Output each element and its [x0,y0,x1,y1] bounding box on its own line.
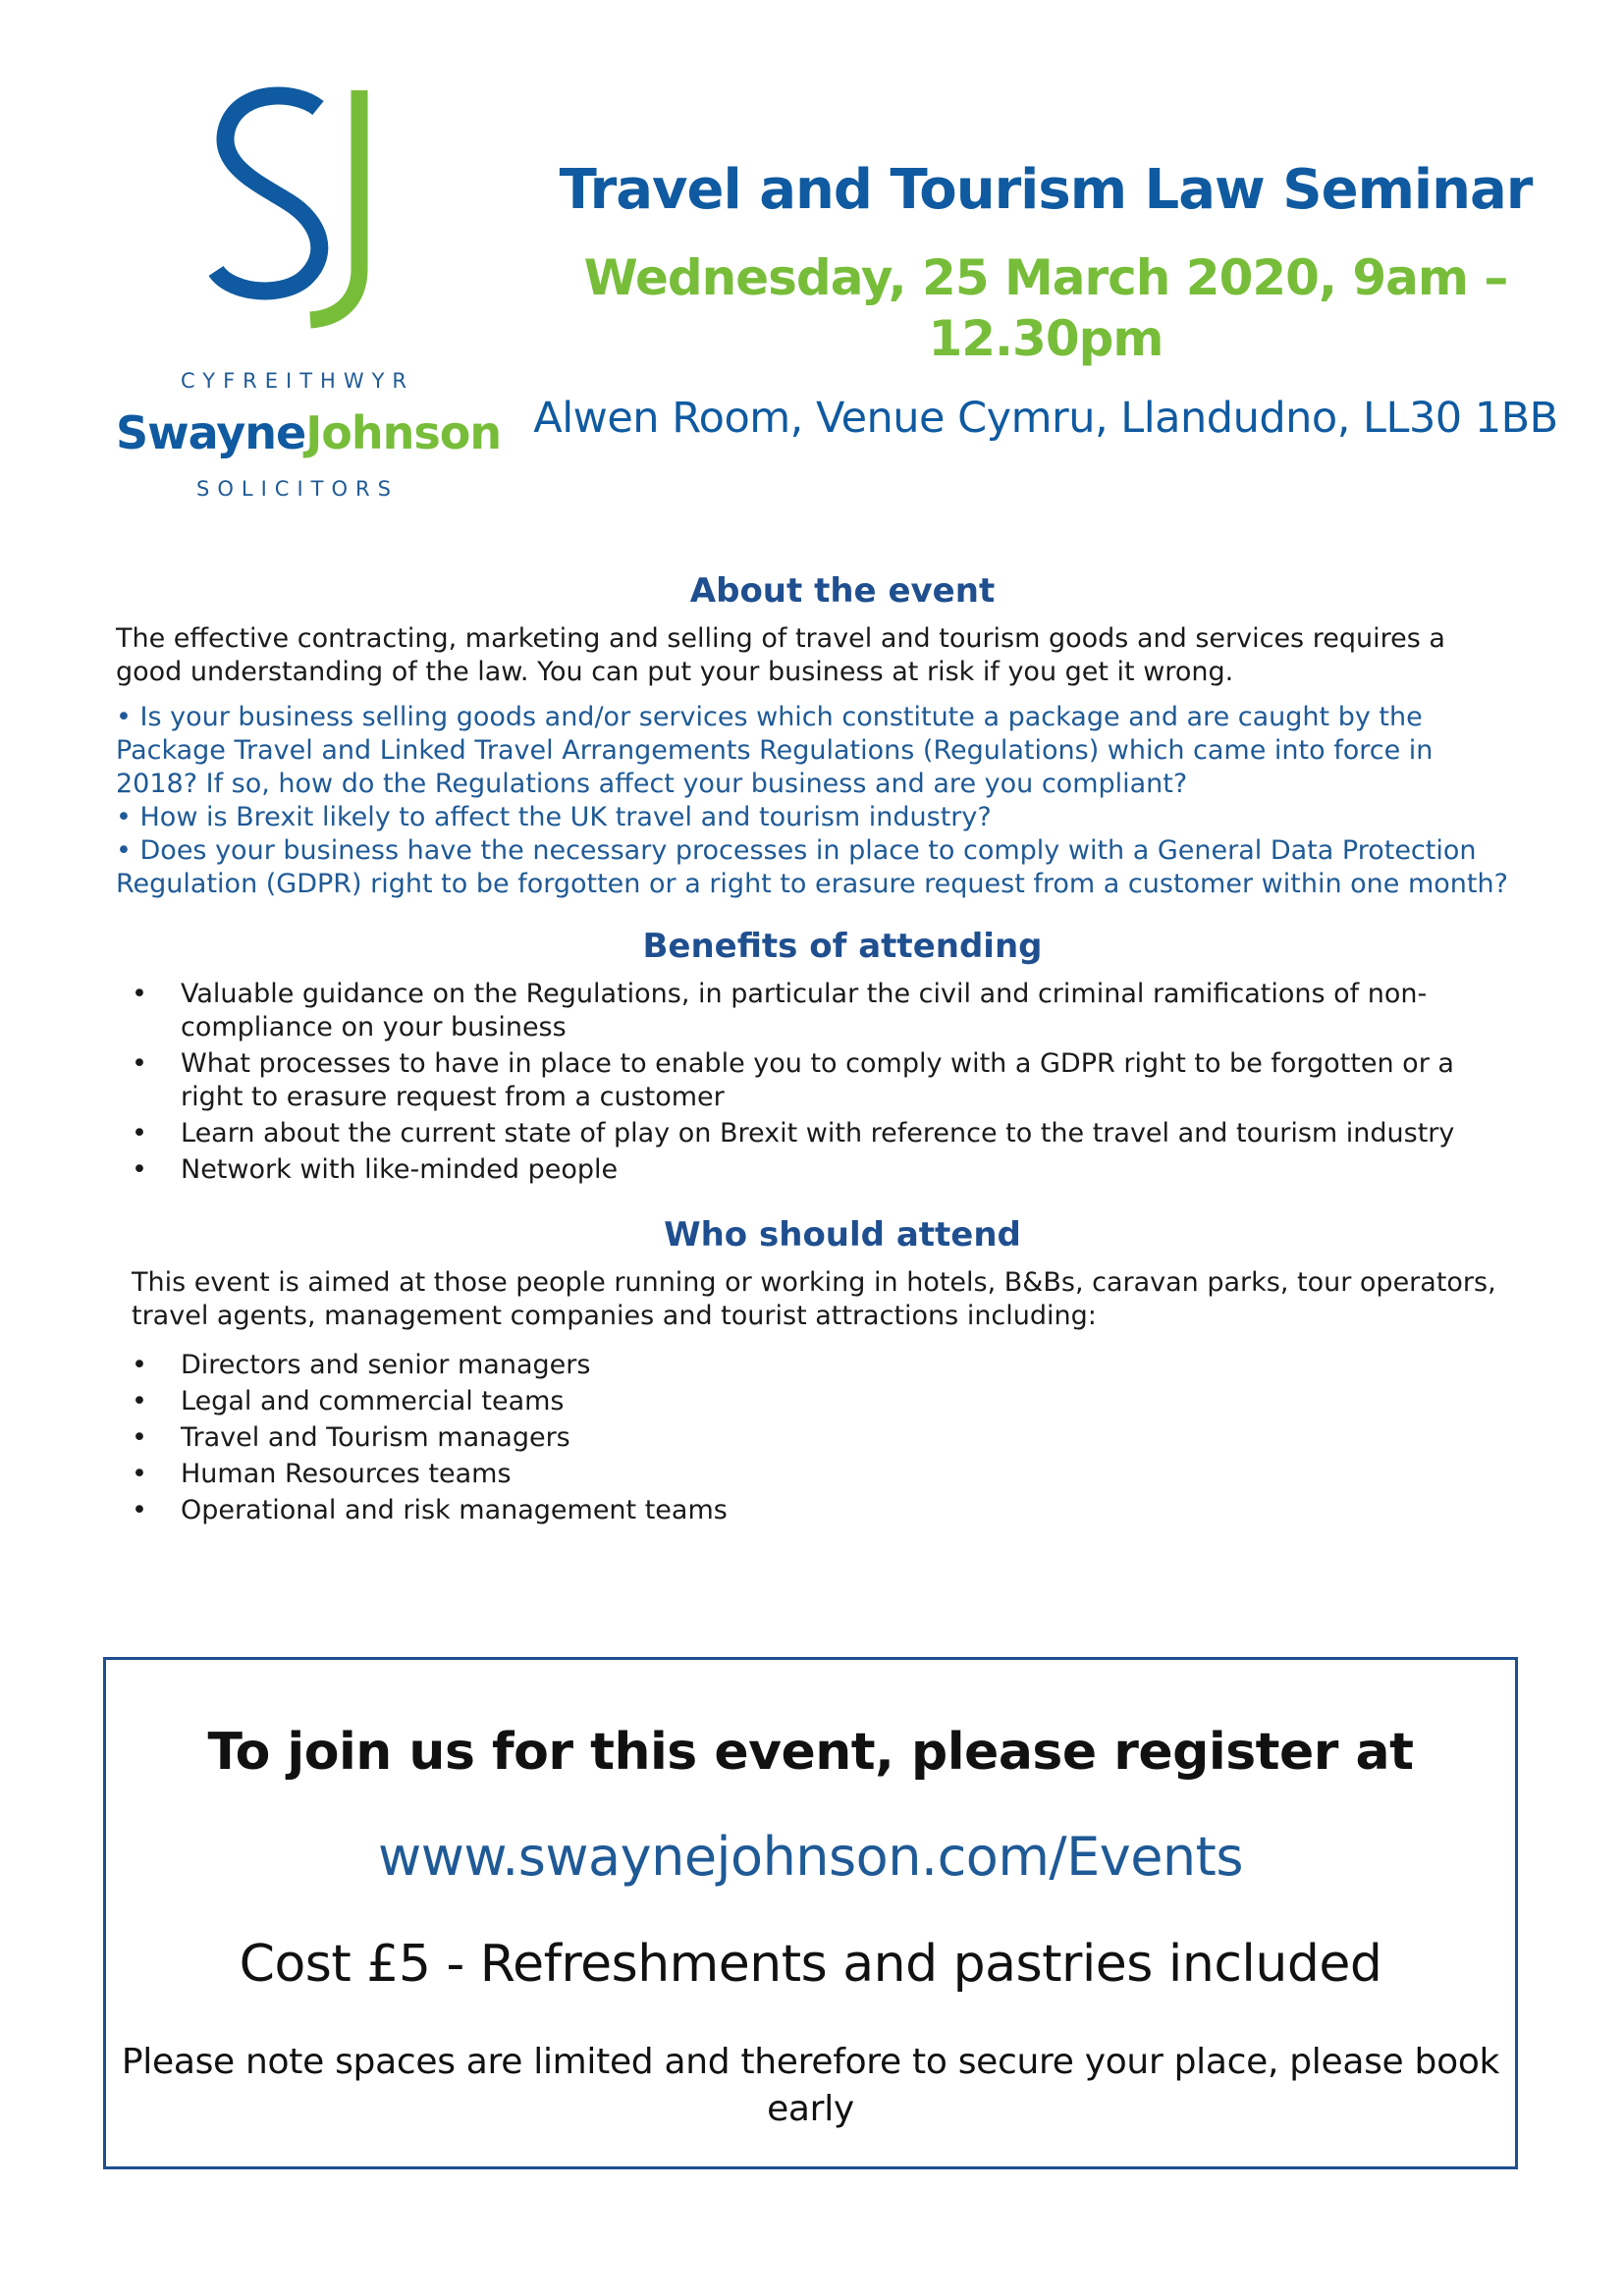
register-title: To join us for this event, please register at [207,1723,1414,1782]
benefits-list [116,978,1510,1187]
about-heading: About the event [689,571,996,611]
about-question: • How is Brexit likely to affect the UK travel and tourism industry? [116,802,992,832]
about-intro: The effective contracting, marketing and selling of travel and tourism goods and services requires a good understanding of the law. You can put your business at risk if you get it wrong. [116,623,1445,687]
bullet-icon: • [132,979,147,1009]
bullet-icon: • [132,1495,147,1525]
who-list [116,1349,1510,1527]
event-header [491,155,1600,446]
bullet-icon: • [132,1350,147,1380]
register-url-link[interactable]: www.swaynejohnson.com/Events [378,1826,1243,1888]
about-questions [116,701,1510,901]
about-question: • Does your business have the necessary processes in place to comply with a General Data Protection Regulation (GDPR) right to be forgotten or a right to erasure request from a customer within one month? [116,835,1508,899]
bullet-icon: • [132,1118,147,1148]
benefits-heading: Benefits of attending [642,927,1043,966]
benefit-item: • Network with like-minded people [132,1154,619,1185]
who-intro: This event is aimed at those people running or working in hotels, B&Bs, caravan parks, tour operators, travel agents, management companies and tourist attractions including: [132,1267,1496,1331]
event-details [116,569,1510,1530]
logo-cyfreithwyr: CYFREITHWYR [180,369,415,393]
audience-item: • Directors and senior managers [132,1350,591,1380]
register-note: Please note spaces are limited and therefore to secure your place, please book early [121,2042,1500,2129]
benefit-item: • What processes to have in place to enable you to comply with a GDPR right to be forgotten or a right to erasure request from a customer [132,1048,1454,1112]
logo-brand-name [116,406,502,459]
about-question: • Is your business selling goods and/or services which constitute a package and are caught by the Package Travel and Linked Travel Arrangements Regulations (Regulations) which came into force in 2018? If so, how do the Regulations affect your business and are you compliant? [116,702,1434,799]
bullet-icon: • [132,1386,147,1416]
audience-item: • Operational and risk management teams [132,1495,728,1525]
register-box [103,1657,1518,2169]
audience-item: • Travel and Tourism managers [132,1422,570,1453]
logo-brand-swayne: Swayne [116,406,306,459]
sj-monogram-icon [202,86,399,342]
event-date: Wednesday, 25 March 2020, 9am – 12.30pm [583,249,1508,367]
audience-item: • Human Resources teams [132,1459,512,1489]
benefit-item: • Valuable guidance on the Regulations, in particular the civil and criminal ramifications of non-compliance on your business [132,979,1428,1042]
event-title: Travel and Tourism Law Seminar [559,158,1533,222]
event-venue: Alwen Room, Venue Cymru, Llandudno, LL30 1BB [533,394,1558,443]
benefit-item: • Learn about the current state of play on Brexit with reference to the travel and tourism industry [132,1118,1455,1148]
swayne-johnson-logo [116,86,502,508]
bullet-icon: • [132,1459,147,1489]
who-heading: Who should attend [664,1215,1021,1255]
bullet-icon: • [132,1422,147,1453]
logo-solicitors: SOLICITORS [196,477,399,501]
logo-brand-johnson: Johnson [305,406,502,459]
audience-item: • Legal and commercial teams [132,1386,565,1416]
bullet-icon: • [132,1048,147,1079]
register-cost: Cost £5 - Refreshments and pastries included [239,1935,1382,1994]
bullet-icon: • [132,1154,147,1185]
